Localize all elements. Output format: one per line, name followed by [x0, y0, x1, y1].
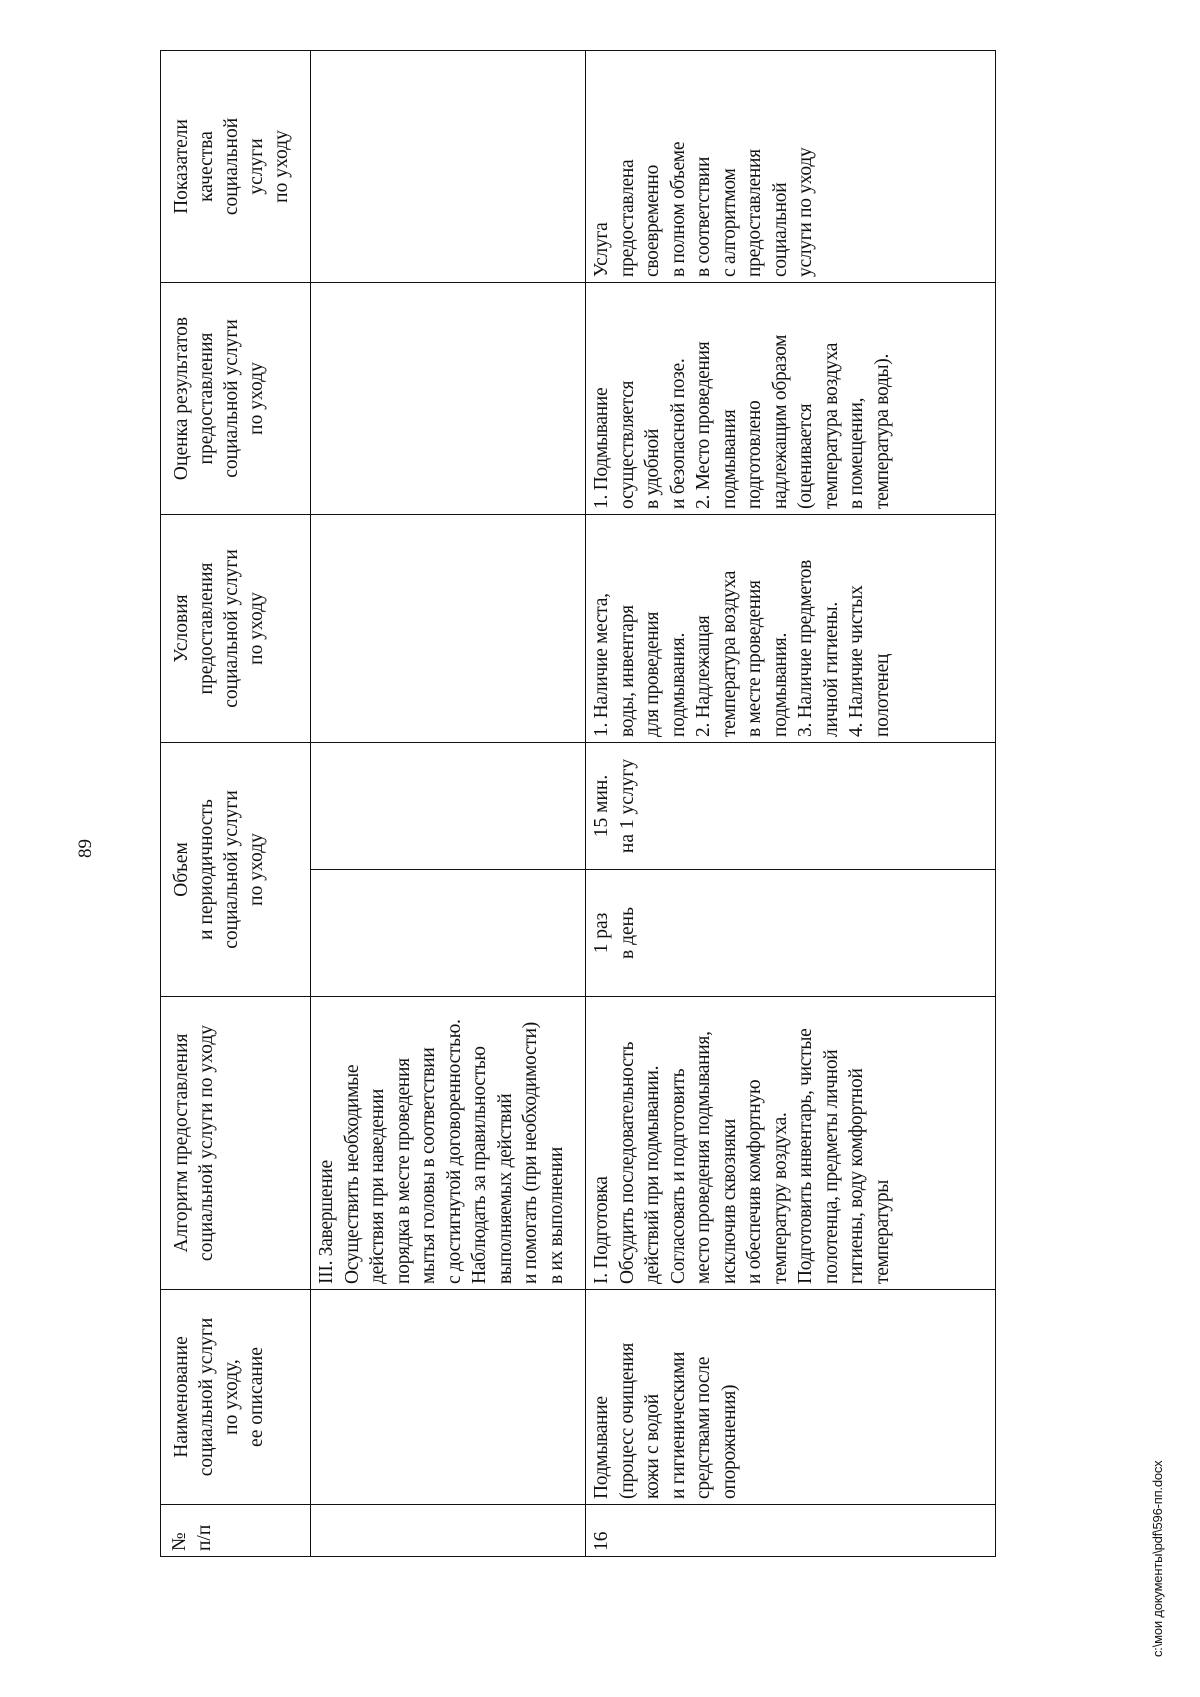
- page-number: 89: [75, 839, 96, 858]
- table-row: [586, 50, 996, 1556]
- row2-quality: Услуга предоставлена своевременно в полном объеме в соответствии с алгоритмом предоставления социальной услуги по уходу: [591, 141, 816, 277]
- header-name: Наименование социальной услуги по уходу, ее описание: [171, 1317, 267, 1477]
- row2-num: 16: [591, 1531, 612, 1551]
- header-volume: Объем и периодичность социальной услуги по уходу: [171, 790, 267, 949]
- services-table-main: [160, 50, 996, 1557]
- row2-duration: 15 мин. на 1 услугу: [591, 758, 638, 854]
- row2-algorithm: I. Подготовка Обсудить последовательность действий при подмывании. Согласовать и подготовить место проведения подмывания, исключив сквозняки и обеспечив комфортную температуру воздуха. Подготовить инвентарь, чистые полотенца, предметы личной гигиены, воду комфортной температуры: [591, 1028, 893, 1284]
- row2-name: Подмывание (процесс очищения кожи с водой и гигиеническими средствами после опорожнения): [591, 1342, 740, 1499]
- row2-evaluation: 1. Подмывание осуществляется в удобной и безопасной позе. 2. Место проведения подмывания подготовлено надлежащим образом (оценивается температура воздуха в помещении, температура воды).: [591, 334, 893, 509]
- header-quality: Показатели качества социальной услуги по уходу: [171, 117, 292, 216]
- header-conditions: Условия предоставления социальной услуги по уходу: [171, 549, 267, 708]
- header-num: № п/п: [169, 1524, 215, 1551]
- header-row: [161, 50, 311, 1556]
- header-evaluation: Оценка результатов предоставления социальной услуги по уходу: [171, 316, 267, 481]
- header-algorithm: Алгоритм предоставления социальной услуги по уходу: [171, 1024, 217, 1262]
- footer-file-path: c:\мои документы\pdf\596-пп.docx: [1150, 1460, 1165, 1657]
- table-row: [311, 50, 586, 1556]
- row2-frequency: 1 раз в день: [591, 907, 638, 959]
- row1-algorithm: III. Завершение Осуществить необходимые действия при наведении порядка в месте проведения мытья головы в соответствии с достигнутой договоренностью. Наблюдать за правильностью выполняемых действий и помогать (при необходимости) в их выполнении: [316, 1019, 567, 1284]
- row2-conditions: 1. Наличие места, воды, инвентаря для проведения подмывания. 2. Надлежащая температура воздуха в месте проведения подмывания. 3. Наличие предметов личной гигиены. 4. Наличие чистых полотенец: [591, 559, 893, 737]
